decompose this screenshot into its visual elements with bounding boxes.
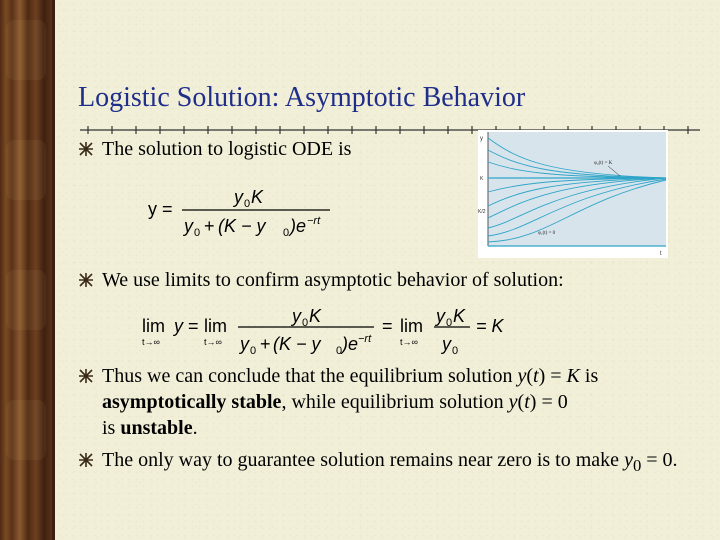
bullet-icon <box>78 452 94 468</box>
eq-den-sub: 0 <box>194 227 201 239</box>
plot-axis-y: y <box>480 136 483 142</box>
lim3-num-K: K <box>453 306 466 326</box>
solution-curves-plot <box>478 130 668 258</box>
plot-label-lower: φ₁(t) = 0 <box>538 231 556 236</box>
logistic-solution-equation <box>144 182 334 244</box>
bullet-text-1: The solution to logistic ODE is <box>102 138 352 160</box>
eq2: = <box>382 316 393 336</box>
plot-label-upper: φ₂(t) = K <box>594 161 613 166</box>
lim3-den-y: y <box>442 334 451 354</box>
b3-text-5: . <box>192 417 198 439</box>
bullet-text-2: We use limits to confirm asymptotic behavior of solution: <box>102 269 564 291</box>
b4-sub: 0 <box>632 456 642 475</box>
lim2-den-paren-sub: 0 <box>336 345 343 357</box>
lim3-num-y: y <box>436 306 445 326</box>
lim-result: = K <box>476 316 504 336</box>
lim3-den-sub: 0 <box>452 345 459 357</box>
eq-num-K: K <box>251 187 264 207</box>
b3-t: t <box>533 365 539 387</box>
lim1-sub: t→∞ <box>142 337 160 347</box>
eq-den-paren: (K − y <box>218 216 266 236</box>
eq-den-plus: + <box>204 216 215 236</box>
lim2-den-paren: (K − y <box>273 334 321 354</box>
eq-exp: −rt <box>307 215 321 227</box>
bullet-icon <box>78 141 94 157</box>
lim1-y: y <box>174 316 183 336</box>
bullet-text-4 <box>102 447 682 479</box>
b3-y2: y <box>508 391 518 413</box>
lim2-num-K: K <box>309 306 322 326</box>
rail-texture <box>6 270 46 330</box>
rail-texture <box>6 20 46 80</box>
lim2-exp: −rt <box>358 333 372 345</box>
lim3-num-sub: 0 <box>446 317 453 329</box>
side-rail <box>0 0 52 540</box>
rail-texture <box>6 140 46 200</box>
lim2-num-sub: 0 <box>302 317 309 329</box>
lim2-den-y: y <box>240 334 249 354</box>
eq1: = <box>188 316 199 336</box>
slide-title: Logistic Solution: Asymptotic Behavior <box>78 82 526 113</box>
lim2: lim <box>204 316 227 336</box>
b3-bold-2: unstable <box>120 417 193 439</box>
plot-axis-t: t <box>660 251 662 257</box>
rail-texture <box>6 400 46 460</box>
plot-axis-K: K <box>480 176 484 182</box>
lim2-sub: t→∞ <box>204 337 222 347</box>
lim2-den-plus: + <box>260 334 271 354</box>
lim3: lim <box>400 316 423 336</box>
b4-text-2: = 0. <box>641 449 678 471</box>
bullet-icon <box>78 368 94 384</box>
b3-text-4: is <box>102 417 121 439</box>
b3-K: K <box>566 365 580 387</box>
b4-y: y <box>624 449 633 471</box>
b3-zero: 0 <box>557 391 568 413</box>
eq-den-paren-sub: 0 <box>283 227 290 239</box>
eq-num-y: y <box>234 187 243 207</box>
b3-y: y <box>517 365 527 387</box>
lim2-den-sub: 0 <box>250 345 257 357</box>
bullet-text-3: Thus we can conclude that the equilibrium solution y(t) = K is asymptotically stable, while equilibrium solution y(t) = 0 is unstable. <box>102 365 599 439</box>
bullet-icon <box>78 272 94 288</box>
lim2-den-paren-close: )e <box>342 334 359 354</box>
eq-lhs: y = <box>148 199 173 219</box>
lim1: lim <box>142 316 165 336</box>
eq-num-sub: 0 <box>244 198 251 210</box>
b3-text-1: Thus we can conclude that the equilibrium solution <box>102 365 518 387</box>
b3-t2: t <box>524 391 530 413</box>
eq-den-paren-close: )e <box>290 216 307 236</box>
lim2-num-y: y <box>292 306 301 326</box>
rail-edge <box>52 0 55 540</box>
lim3-sub: t→∞ <box>400 337 418 347</box>
plot-axis-half: K/2 <box>478 209 486 215</box>
b3-text-3: , while equilibrium solution <box>281 391 509 413</box>
b3-text-2: is <box>579 365 599 387</box>
b4-text-1: The only way to guarantee solution remains near zero is to make <box>102 449 625 471</box>
limit-equation <box>138 302 518 358</box>
eq-den-y: y <box>184 216 193 236</box>
b3-bold-1: asymptotically stable <box>102 391 282 413</box>
